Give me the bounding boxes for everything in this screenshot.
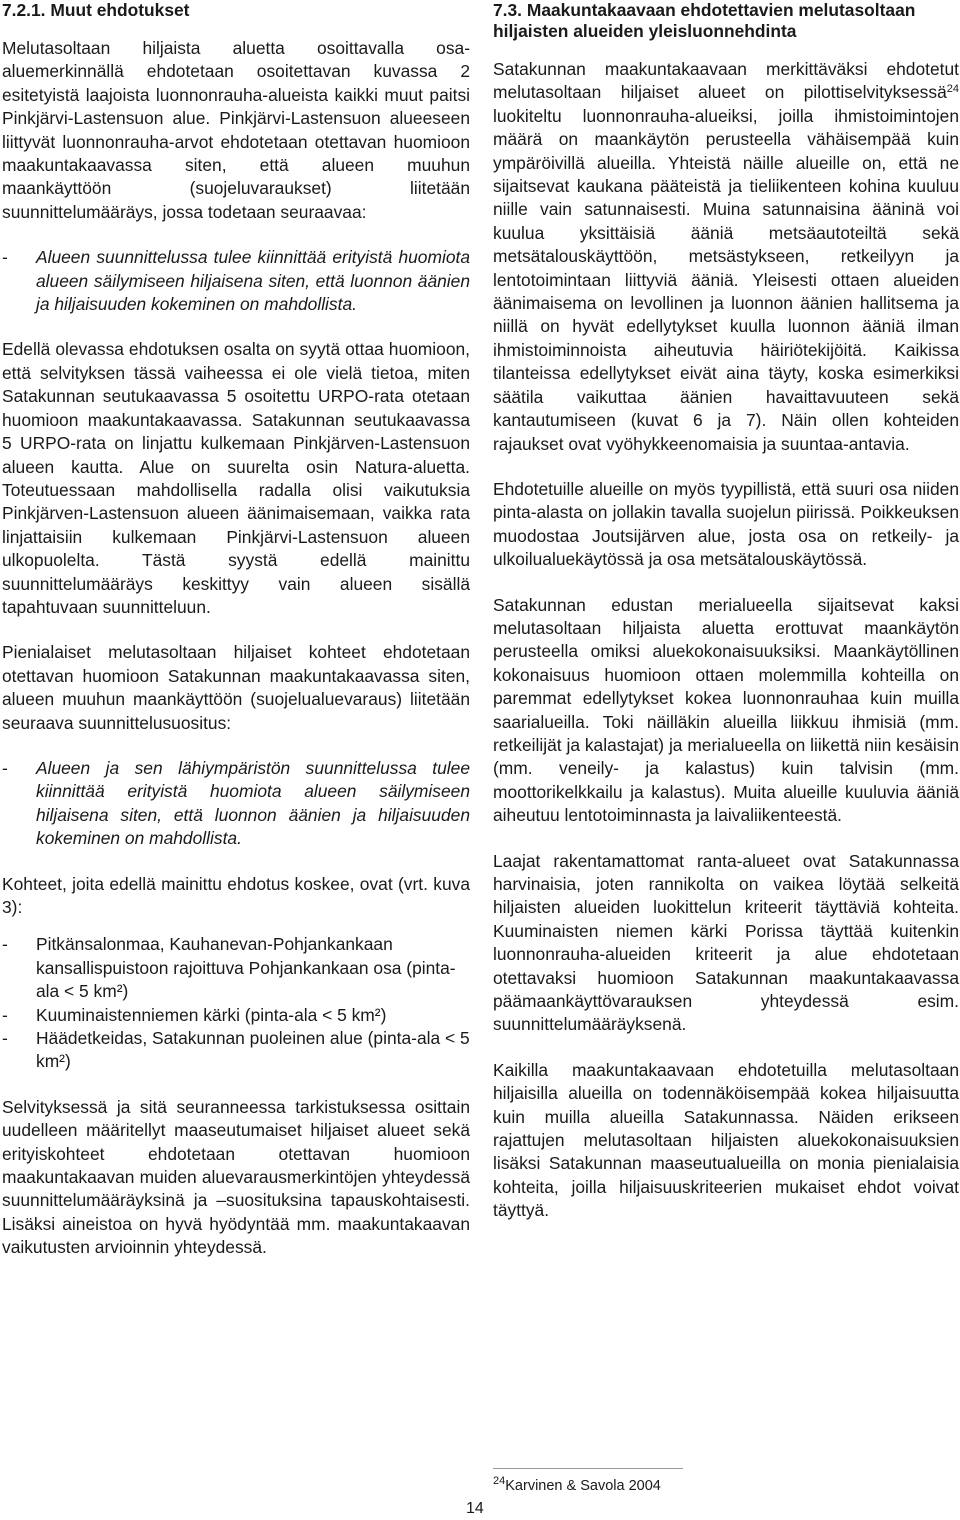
- left-column: [2, 0, 470, 1282]
- section-heading-7-2-1: 7.2.1. Muut ehdotukset: [2, 0, 190, 20]
- quoted-regulation-text: Alueen suunnittelussa tulee kiinnittää erityistä huomiota alueen säilymiseen hiljaisena siten, että luonnon äänien ja hiljaisuuden kokeminen on mahdollista.: [36, 247, 470, 315]
- paragraph: Melutasoltaan hiljaista aluetta osoittavalla osa-aluemerkinnällä ehdotetaan osoitettavan kuvassa 2 esitetyistä laajoista luonnonrauha-alueista kaikki muut paitsi Pinkjärvi-Lastensuon alue. Pinkjärvi-Lastensuon alueeseen liittyvät luonnonrauha-arvot ehdotetaan otettavan huomioon maakuntakaavassa siten, että alueen muuhun maankäyttöön (suojeluvaraukset) liitetään suunnittelumääräys, jossa todetaan seuraavaa:: [2, 38, 470, 222]
- page-number: 14: [466, 1500, 484, 1517]
- paragraph: Ehdotetuille alueille on myös tyypillistä, että suuri osa niiden pinta-alasta on jollakin tavalla suojelun piirissä. Poikkeuksen muodostaa Joutsijärven alue, josta osa on retkeily- ja ulkoilualuekäytössä ja osa metsätalouskäytössä.: [493, 478, 959, 570]
- paragraph: Satakunnan maakuntakaavaan merkittäväksi ehdotetut melutasoltaan hiljaiset alueet on pilottiselvityksessä$^{24}$ luokiteltu luonnonrauha-alueiksi, joilla ihmistoimintojen määrä on maankäytön perusteella vähäisempää kuin ympäröivillä alueilla. Yhteistä näille alueille on, että ne sijaitsevat kaukana pääteistä ja tieliikenteen kohina kuuluu niille vain satunnaisesti. Muina satunnaisina ääninä voi kuulua yksittäisiä ääniä metsäautoteiltä sekä metsätalouskäyttöön, metsästykseen, retkeilyyn ja lentotoimintaan liittyviä ääniä. Yleisesti ottaen alueiden äänimaisema on levollinen ja luonnon äänien hallitsema ja niillä on hyvät edellytykset kuulla luonnon ääniä ilman ihmistoiminnoista aiheutuvia häiriötekijöitä. Kaikissa tilanteissa edellytykset eivät aina täyty, koska esimerkiksi säätila vaikuttaa äänien havaittavuuteen sekä kantautumiseen (kuvat 6 ja 7). Näin ollen kohteiden rajaukset ovat vyöhykkeenomaisia ja suuntaa-antavia.: [493, 59, 959, 454]
- footnote-divider: [493, 1468, 683, 1469]
- footnote-reference: 24: [946, 83, 959, 96]
- list-item: - Häädetkeidas, Satakunnan puoleinen alue (pinta-ala < 5 km²): [2, 1028, 470, 1072]
- paragraph: Edellä olevassa ehdotuksen osalta on syytä ottaa huomioon, että selvityksen tässä vaiheessa ei ole vielä tietoa, miten Satakunnan seutukaavassa 5 osoitettu URPO-rata otetaan huomioon maakuntakaavassa. Satakunnan seutukaavassa 5 URPO-rata on linjattu kulkemaan Pinkjärven-Lastensuon alueen kautta. Alue on suurelta osin Natura-aluetta. Toteutuessaan mahdollisella radalla olisi vaikutuksia Pinkjärven-Lastensuon alueen äänimaisemaan, vaikka rata linjattaisiin kulkemaan Pinkjärvi-Lastensuon alueen ulkopuolelta. Tästä syystä edellä mainittu suunnittelumääräys keskittyy vain alueen sisällä tapahtuvaan suunnitteluun.: [2, 339, 470, 617]
- site-list: [2, 933, 470, 1073]
- quoted-regulation: - Alueen suunnittelussa tulee kiinnittää erityistä huomiota alueen säilymiseen hiljaisena siten, että luonnon äänien ja hiljaisuuden kokeminen on mahdollista.: [2, 246, 470, 316]
- list-item: - Kuuminaistenniemen kärki (pinta-ala < 5 km²): [2, 1004, 387, 1025]
- paragraph: Kaikilla maakuntakaavaan ehdotetuilla melutasoltaan hiljaisilla alueilla on todennäköisempää kokea hiljaisuutta kuin muilla alueilla Satakunnassa. Näiden erikseen rajattujen melutasoltaan hiljaisten aluekokonaisuuksien lisäksi Satakunnan maaseutualueilla on monia pienialaisia kohteita, joilla hiljaisuuskriteerien mukaiset ehdot voivat täyttyä.: [493, 1059, 959, 1221]
- paragraph: Laajat rakentamattomat ranta-alueet ovat Satakunnassa harvinaisia, joten rannikolta on vaikea löytää selkeitä hiljaisten alueiden luokittelun kriteerit täyttäviä kohteita. Kuuminaisten niemen kärki Porissa täyttää kuitenkin luonnonrauha-alueiden kriteerit ja alue ehdotetaan otettavaksi huomioon Satakunnan maakuntakaavassa päämaankäyttövarauksen yhteydessä esim. suunnittelumääräyksenä.: [493, 850, 959, 1035]
- paragraph: Selvityksessä ja sitä seuranneessa tarkistuksessa osittain uudelleen määritellyt maaseutumaiset hiljaiset alueet sekä erityiskohteet ehdotetaan otettavan huomioon maakuntakaavan muiden aluevarausmerkintöjen yhteydessä suunnittelumääräyksinä ja –suosituksina tapauskohtaisesti. Lisäksi aineistoa on hyvä hyödyntää mm. maakuntakaavan vaikutusten arvioinnin yhteydessä.: [2, 1096, 470, 1258]
- footnote: $^{24}$Karvinen & Savola 2004: [493, 1475, 661, 1494]
- section-heading-7-3: 7.3. Maakuntakaavaan ehdotettavien melutasoltaan hiljaisten alueiden yleisluonnehdinta: [493, 0, 916, 41]
- right-column: [493, 0, 959, 1245]
- quoted-recommendation: - Alueen ja sen lähiympäristön suunnittelussa tulee kiinnittää erityistä huomiota alueen säilymiseen hiljaisena siten, että luonnon äänien ja hiljaisuuden kokeminen on mahdollista.: [2, 757, 470, 851]
- paragraph: Pienialaiset melutasoltaan hiljaiset kohteet ehdotetaan otettavan huomioon Satakunnan maakuntakaavassa siten, alueen muuhun maankäyttöön (suojelualuevaraus) liitetään seuraava suunnittelusuositus:: [2, 642, 470, 733]
- list-item: - Pitkänsalonmaa, Kauhanevan-Pohjankankaan kansallispuistoon rajoittuva Pohjankankaan osa (pinta-ala < 5 km²): [2, 934, 456, 1002]
- paragraph: Satakunnan edustan merialueella sijaitsevat kaksi melutasoltaan hiljaista aluetta erottuvat maankäytön perusteella omiksi aluekokonaisuuksiksi. Maankäytöllinen kokonaisuus huomioon ottaen molemmilla kohteilla on paremmat edellytykset kokea luonnonrauhaa kuin muilla saarialueilla. Toki näilläkin alueilla liikkuu ihmisiä (mm. retkeilijät ja kalastajat) ja merialueella on liikettä niin kesäisin (mm. veneily- ja kalastus) kuin talvisin (mm. moottorikelkkailu ja kalastus). Muita alueille kuuluvia ääniä aiheutuu lentotoiminnasta ja laivaliikenteestä.: [493, 594, 959, 826]
- paragraph: Kohteet, joita edellä mainittu ehdotus koskee, ovat (vrt. kuva 3):: [2, 873, 470, 917]
- quoted-recommendation-text: Alueen ja sen lähiympäristön suunnittelussa tulee kiinnittää erityistä huomiota alueen säilymiseen hiljaisena siten, että luonnon äänien ja hiljaisuuden kokeminen on mahdollista.: [36, 757, 470, 849]
